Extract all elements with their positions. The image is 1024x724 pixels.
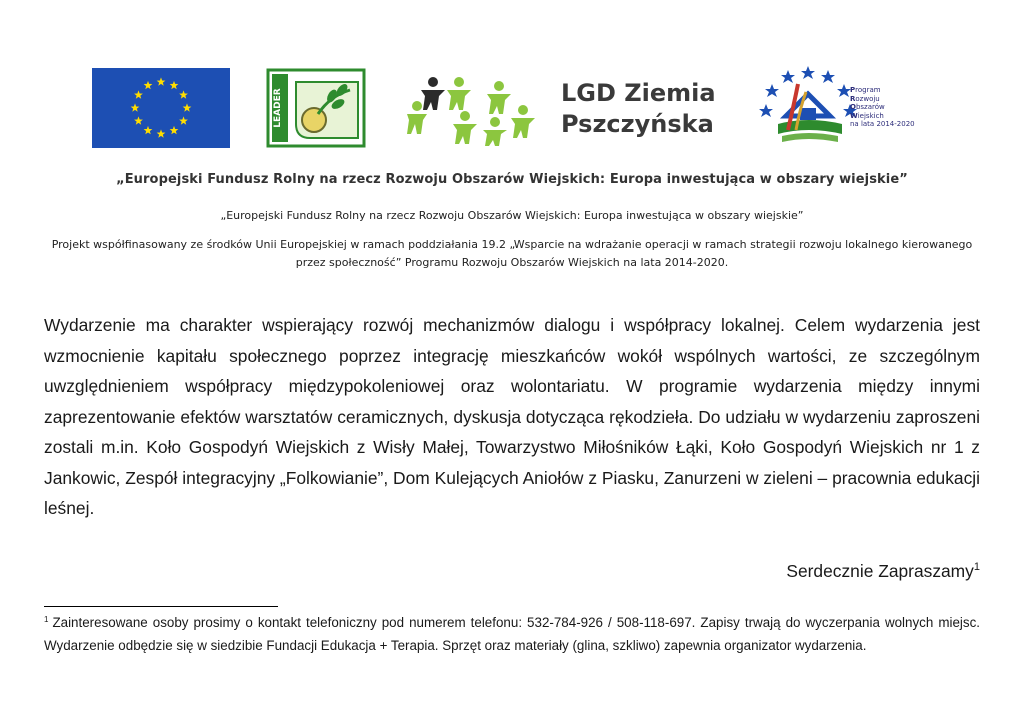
lgd-name-line1: LGD Ziemia [561,79,716,107]
closing-text: Serdecznie Zapraszamy [786,561,974,581]
closing-line [786,561,980,582]
prow-line-3 [850,103,915,112]
eu-star-icon [134,116,143,124]
prow-line-4 [850,112,915,121]
eu-star-icon [170,81,179,89]
footnote-reference: 1 [973,561,980,574]
prow-line-1-rest: rogram [855,86,881,94]
eu-star-icon [134,90,143,98]
prow-line-4-cap: W [850,111,858,120]
logo-bar [0,62,1024,152]
fund-banner-small: „Europejski Fundusz Rolny na rzecz Rozwoju Obszarów Wiejskich: Europa inwestująca w obszary wiejskie” [220,209,804,222]
footnote-mark: 1 [44,614,49,624]
eu-star-icon [144,81,153,89]
lgd-name-line2: Pszczyńska [561,110,714,138]
eu-star-icon [144,126,153,134]
prow-line-4-rest: iejskich [857,111,884,120]
prow-years: na lata 2014-2020 [850,120,915,128]
prow-line-2-cap: R [850,94,856,103]
eu-star-icon [183,103,192,111]
project-cofinancing-note: Projekt współfinasowany ze środków Unii Europejskiej w ramach poddziałania 19.2 „Wsparcie na wdrażanie operacji w ramach strategii rozwoju lokalnego kierowanego przez społeczność” Programu Rozwoju Obszarów Wiejskich na lata 2014-2020. [51,238,973,269]
leader-label: LEADER [273,88,283,128]
prow-line-2 [850,95,915,104]
eu-star-icon [131,103,140,111]
footnote-divider [44,606,278,607]
event-description: Wydarzenie ma charakter wspierający rozwój mechanizmów dialogu i współpracy lokalnej. Celem wydarzenia jest wzmocnienie kapitału społecznego poprzez integrację mieszkańców wokół wspólnych wartości, ze szczególnym uwzględnieniem współpracy międzypokoleniowej oraz wolontariatu. W programie wydarzenia między innymi zaprezentowanie efektów warsztatów ceramicznych, dyskusja dotycząca rękodzieła. Do udziału w wydarzeniu zaproszeni zostali m.in. Koło Gospodyń Wiejskich z Wisły Małej, Towarzystwo Miłośników Łąki, Koło Gospodyń Wiejskich nr 1 z Jankowic, Zespół integracyjny „Folkowianie”, Dom Kulejących Aniołów z Piasku, Zanurzeni w zieleni – pracownia edukacji leśnej. [44,315,980,518]
prow-line-3-rest: bszarów [855,103,885,111]
prow-line-3-cap: O [850,103,856,111]
leader-logo-icon [266,68,366,148]
eu-star-icon [179,90,188,98]
lgd-figures-icon [403,72,543,148]
prow-line-1 [850,86,915,95]
eu-star-icon [179,116,188,124]
footnote [44,612,980,657]
fund-banner-bold: „Europejski Fundusz Rolny na rzecz Rozwoju Obszarów Wiejskich: Europa inwestująca w obszary wiejskie” [116,172,908,187]
eu-star-icon [157,129,166,137]
footnote-text: Zainteresowane osoby prosimy o kontakt telefoniczny pod numerem telefonu: 532-784-926 / 508-118-697. Zapisy trwają do wyczerpania wolnych miejsc. Wydarzenie odbędzie się w siedzibie Fundacji Edukacja + Terapia. Sprzęt oraz materiały (glina, szkliwo) zapewnia organizator wydarzenia. [44,615,980,653]
prow-line-1-cap: P [850,86,856,94]
lgd-logo [403,72,735,148]
prow-line-2-rest: ozwoju [855,94,880,103]
eu-star-icon [157,77,166,85]
eu-flag-icon [92,68,230,148]
eu-star-icon [170,126,179,134]
prow-logo [758,64,928,150]
